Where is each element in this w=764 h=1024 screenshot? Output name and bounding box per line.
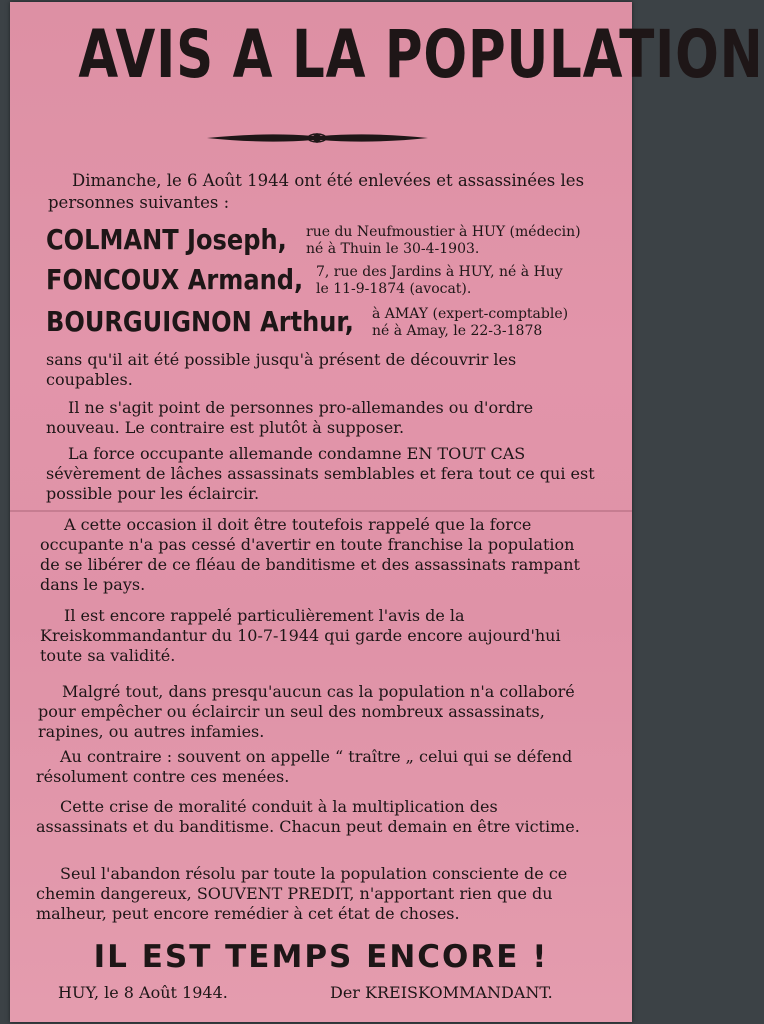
victim-detail: rue du Neufmoustier à HUY (médecin) <box>306 224 581 240</box>
body-paragraph: La force occupante allemande condamne EN TOUT CAS sévèrement de lâches assassinats semblables et fera tout ce qui est possible pour les éclaircir. <box>46 444 595 503</box>
body-paragraph: A cette occasion il doit être toutefois rappelé que la force occupante n'a pas cessé d'avertir en toute franchise la population de se libérer de ce fléau de banditisme et des assassinats rampant dans le pays. <box>40 515 580 594</box>
victim-name: FONCOUX Armand, <box>46 263 304 296</box>
victim-row <box>46 220 606 264</box>
victim-name: COLMANT Joseph, <box>46 223 287 256</box>
body-paragraph: Malgré tout, dans presqu'aucun cas la population n'a collaboré pour empêcher ou éclaircir un seul des nombreux assassinats, rapines, ou autres infamies. <box>38 682 575 741</box>
slogan: IL EST TEMPS ENCORE ! <box>93 939 549 975</box>
victim-name: BOURGUIGNON Arthur, <box>46 305 354 338</box>
victim-detail: né à Thuin le 30-4-1903. <box>306 241 480 257</box>
body-paragraph: Cette crise de moralité conduit à la multiplication des assassinats et du banditisme. Chacun peut demain en être victime. <box>36 797 580 836</box>
body-paragraph: Au contraire : souvent on appelle “ traître „ celui qui se défend résolument contre ces menées. <box>36 747 573 786</box>
signature: Der KREISKOMMANDANT. <box>330 983 553 1002</box>
ornamental-divider <box>205 130 430 146</box>
body-paragraph: Il est encore rappelé particulièrement l'avis de la Kreiskommandantur du 10-7-1944 qui garde encore aujourd'hui toute sa validité. <box>40 606 561 665</box>
body-paragraph: Seul l'abandon résolu par toute la population consciente de ce chemin dangereux, SOUVENT PREDIT, n'apportant rien que du malheur, peut encore remédier à cet état de choses. <box>36 864 568 923</box>
victim-row <box>46 302 606 346</box>
victim-detail: 7, rue des Jardins à HUY, né à Huy <box>316 264 563 280</box>
fold-crease <box>10 510 632 512</box>
intro-paragraph: Dimanche, le 6 Août 1944 ont été enlevées et assassinées les personnes suivantes : <box>48 171 585 212</box>
body-paragraph: Il ne s'agit point de personnes pro-allemandes ou d'ordre nouveau. Le contraire est plutôt à supposer. <box>46 398 534 437</box>
victim-detail: à AMAY (expert-comptable) <box>372 306 569 322</box>
poster-sheet <box>10 2 764 1022</box>
victim-detail: né à Amay, le 22-3-1878 <box>372 323 543 339</box>
victim-row <box>46 260 606 304</box>
body-paragraph: sans qu'il ait été possible jusqu'à présent de découvrir les coupables. <box>46 350 517 389</box>
victim-detail: le 11-9-1874 (avocat). <box>316 281 472 297</box>
notice-title: AVIS A LA POPULATION <box>78 16 764 93</box>
place-date: HUY, le 8 Août 1944. <box>58 983 228 1002</box>
